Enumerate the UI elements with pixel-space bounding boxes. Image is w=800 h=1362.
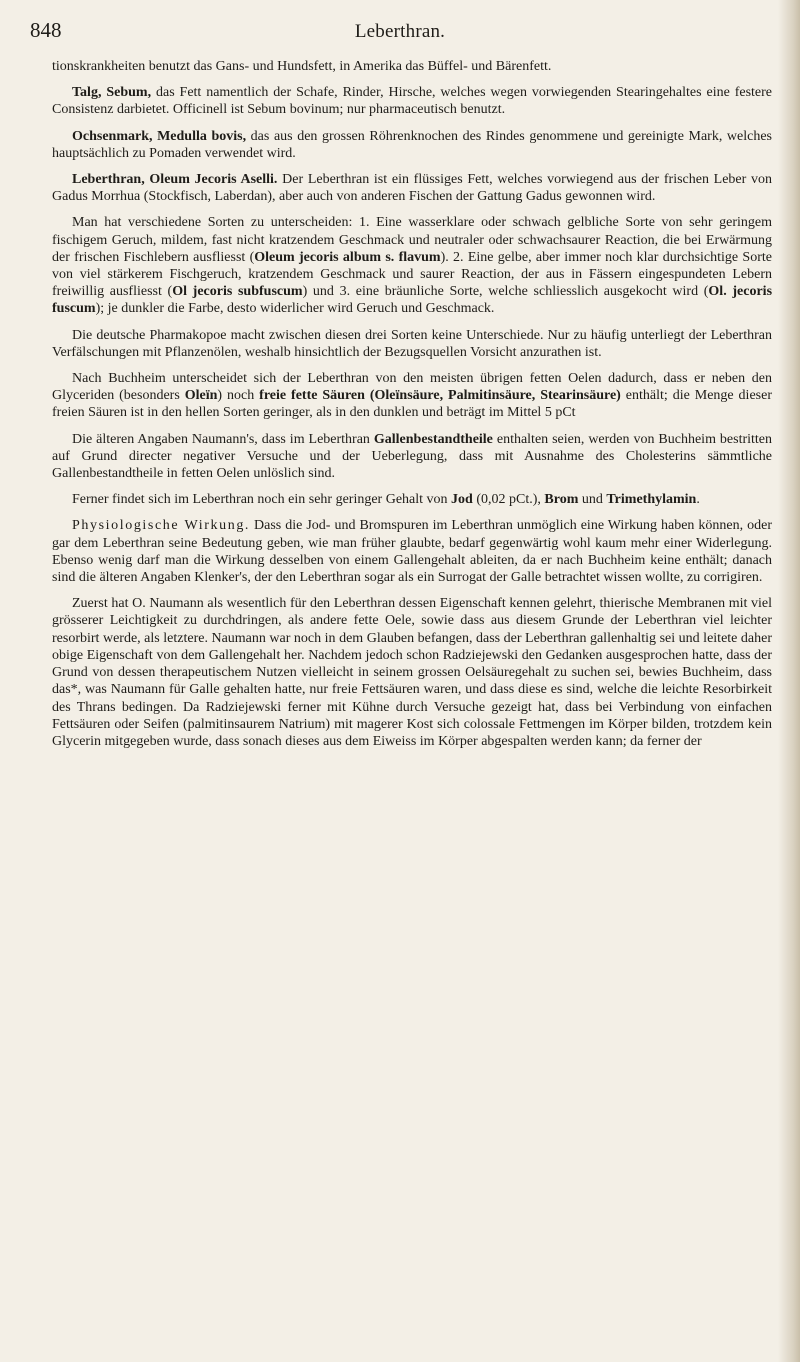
paragraph-wirkung [52, 517, 772, 586]
term: Ol jecoris subfuscum [172, 284, 303, 300]
term: Oleïn [184, 388, 218, 404]
text: . [696, 492, 700, 508]
paragraph-talg [52, 84, 772, 118]
running-title: Leberthran. [354, 21, 446, 42]
text: enthalten seien, werden von Buchheim bestritten auf Grund directer negativer Versuche und der Ueberlegung, dass mit Ausnahme des Cholesterins sämmtliche Gallenbestandtheile in fetten Oelen unlöslich sind. [52, 431, 772, 482]
paragraph-intro [52, 58, 772, 75]
text: tionskrankheiten benutzt das Gans- und Hundsfett, in Amerika das Büffel- und Bärenfett. [52, 59, 552, 74]
text: Nach Buchheim unterscheidet sich der Leberthran von den meisten übrigen fetten Oelen dadurch, dass er neben den Glyceriden (besonders [52, 371, 772, 404]
text: ) und 3. eine bräunliche Sorte, welche schliesslich ausgekocht wird ( [302, 284, 709, 300]
text: Die älteren Angaben Naumann's, dass im Leberthran [72, 431, 374, 447]
entry-heading-leberthran: Leberthran, Oleum Jecoris Aselli. [72, 172, 278, 188]
paragraph-jod [52, 491, 772, 508]
text: Zuerst hat O. Naumann als wesentlich für den Leberthran dessen Eigenschaft kennen gelehrt, thierische Membranen mit viel grösserer Leichtigkeit zu durchdringen, als andere fette Oele, sowie dass aus diesem Grunde der Leberthran viel leichter resorbirt werde, als letztere. Naumann war noch in dem Glauben befangen, dass der Leberthran gallenhaltig sei und leitete daher obige Eigenschaft von dem Gallengehalt her. Nachdem jedoch schon Radziejewski den Gedanken ausgesprochen hatte, dass der Grund von dessen therapeutischem Nutzen vielleicht in seinem grossen Oelsäuregehalt zu suchen sei, bewies Buchheim, dass das*, was Naumann für Galle gehalten hatte, nur freie Fettsäuren waren, und dass diese es sind, welche die leichte Resorbirkeit des Thrans bedingen. Da Radziejewski ferner mit Kühne durch Versuche gezeigt hat, dass bei Verbindung von einfachen Fettsäuren oder Seifen (palmitinsaurem Natrium) mit magerer Kost sich colossale Fettmengen im Körper bilden, trotzdem kein Glycerin mitgegeben wurde, dass sonach dieses aus dem Eiweiss im Körper abgespalten werden kann; da ferner der [52, 596, 772, 749]
text: (0,02 pCt.), [472, 492, 545, 508]
text: Man hat verschiedene Sorten zu unterscheiden: 1. Eine wasserklare oder schwach gelbliche Sorte von sehr geringem fischigem Geruch, mildem, fast nicht kratzendem Geschmack und neutraler oder schwachsaurer Reaction, die bei Erwärmung der frischen Fischlebern ausfliesst ( [52, 215, 772, 265]
term: Ol. jecoris fuscum [52, 284, 773, 317]
term: Brom [544, 492, 579, 508]
paragraph-resorption [52, 595, 772, 750]
term: Jod [451, 492, 473, 508]
paragraph-buchheim [52, 370, 772, 422]
text: enthält; die Menge dieser freien Säuren ist in den hellen Sorten geringer, als in den dunklen und beträgt im Mittel 5 pCt [52, 388, 772, 421]
paragraph-naumann [52, 431, 772, 483]
paragraph-ochsenmark [52, 128, 772, 162]
paragraph-leberthran [52, 171, 772, 205]
paragraph-sorten [52, 214, 772, 317]
section-heading-wirkung: Physiologische Wirkung. [72, 518, 251, 534]
paragraph-pharmakopoe [52, 327, 772, 361]
text: Die deutsche Pharmakopoe macht zwischen diesen drei Sorten keine Unterschiede. Nur zu häufig unterliegt der Leberthran Verfälschungen mit Pflanzenölen, weshalb hinsichtlich der Bezugsquellen Vorsicht anzurathen ist. [52, 327, 772, 360]
term: freie fette Säuren (Oleïnsäure, Palmitinsäure, Stearinsäure) [259, 388, 621, 404]
term: Oleum jecoris album s. flavum [254, 249, 441, 265]
text: das Fett namentlich der Schafe, Rinder, Hirsche, welches wegen vorwiegenden Stearingehaltes eine festere Consistenz darbietet. Officinell ist Sebum bovinum; nur pharmaceutisch benutzt. [52, 85, 772, 118]
text: das aus den grossen Röhrenknochen des Rindes genommene und gereinigte Mark, welches hauptsächlich zu Pomaden verwendet wird. [52, 128, 773, 161]
text: ); je dunkler die Farbe, desto widerlicher wird Geruch und Geschmack. [95, 301, 495, 317]
page-body [52, 58, 772, 759]
text: Dass die Jod- und Bromspuren im Leberthran unmöglich eine Wirkung haben können, oder gar dem Leberthran seine Bedeutung geben, wie man früher glaubte, bedarf gegenwärtig wohl kaum mehr einer Widerlegung. Ebenso wenig darf man die Wirkung desselben von einem Gallengehalt ableiten, da er nach Buchheim keine enthält; danach sind die älteren Angaben Klenker's, der den Leberthran sogar als ein Surrogat der Galle betrachtet wissen wollte, zu corrigiren. [52, 518, 772, 586]
entry-heading-ochsenmark: Ochsenmark, Medulla bovis, [72, 128, 247, 144]
text: und [578, 492, 607, 508]
text: Der Leberthran ist ein flüssiges Fett, welches vorwiegend aus der frischen Leber von Gadus Morrhua (Stockfisch, Laberdan), aber auch von anderen Fischen der Gattung Gadus gewonnen wird. [52, 172, 773, 205]
text: Ferner findet sich im Leberthran noch ein sehr geringer Gehalt von [72, 492, 452, 508]
text: ). 2. Eine gelbe, aber immer noch klar durchsichtige Sorte von viel stärkerem Fischgeruch, kratzendem Geschmack und saurer Reaction, der aus in Fässern eingespundeten Lebern freiwillig ausfliesst ( [52, 249, 772, 300]
text: ) noch [217, 388, 260, 404]
term: Trimethylamin [606, 492, 697, 508]
page-number: 848 [30, 18, 62, 42]
term: Gallenbestandtheile [373, 431, 493, 447]
page-edge-shadow [778, 0, 800, 1362]
entry-heading-talg: Talg, Sebum, [72, 85, 152, 101]
